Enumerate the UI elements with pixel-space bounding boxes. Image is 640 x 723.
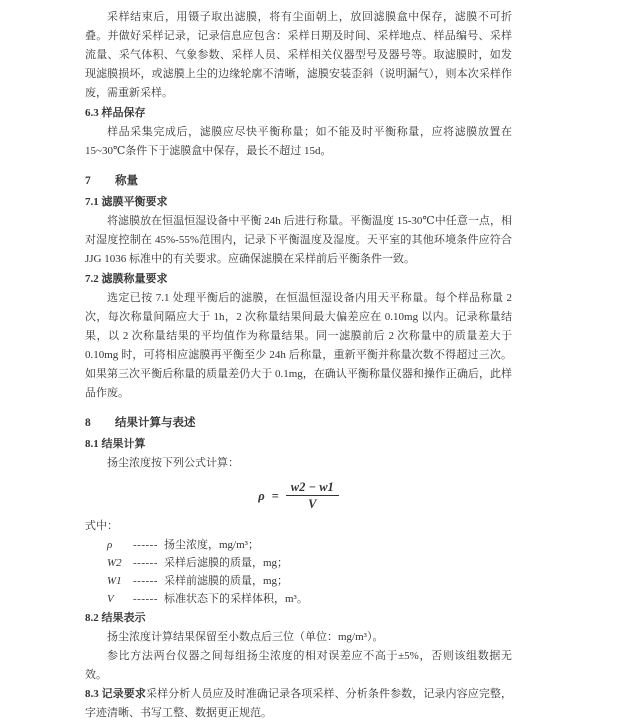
formula-fraction [286,480,339,512]
paragraph-7-2: 选定已按 7.1 处理平衡后的滤膜，在恒温恒湿设备内用天平称量。每个样品称量 2 次，每次称量间隔应大于 1h，2 次称量结果间最大偏差应在 0.10mg 以内。记录称量结果，以 2 次称量结果的平均值作为称量结果。同一滤膜前后 2 次称量中的质量差大于 0.10mg 时，可将相应滤膜再平衡至少 24h 后称量，重新平衡并称量次数不得超过三次。如果第三次平衡后称量的质量差仍大于 0.1mg，在确认平衡称量仪器和操作正确后，此样品作废。 [85,292,512,399]
heading-7-number: 7 [85,175,91,187]
definition-description: 采样后滤膜的质量，mg； [163,556,289,569]
paragraph-8-2-precision: 扬尘浓度计算结果保留至小数点后三位（单位：mg/m³）。 [107,630,384,643]
definition-symbol: V [107,592,114,605]
paragraph-8-3-record-requirements [85,685,512,723]
heading-7-2-filter-weighing: 7.2 滤膜称量要求 [85,273,168,285]
formula-lhs-rho: ρ [258,488,265,503]
definition-row-w2 [85,554,512,572]
definition-dashes: ------ [133,556,158,569]
formula-numerator: w2 − w1 [286,480,339,496]
heading-8-1-result-calc: 8.1 结果计算 [85,438,146,450]
heading-8-2-result-expression: 8.2 结果表示 [85,611,146,624]
formula-denominator: V [308,497,317,512]
heading-8-title: 结果计算与表述 [115,417,196,429]
heading-8-result-calculation [85,414,512,433]
definition-row-rho [85,536,512,554]
heading-8-number: 8 [85,417,91,429]
paragraph-8-3-text: 采样分析人员应及时准确记录各项采样、分析条件参数，记录内容应完整，字迹清晰、书写工整、数据更正规范。 [85,687,513,719]
definition-row-v [85,590,512,608]
heading-7-weighing [85,172,512,191]
definition-dashes: ------ [133,574,158,587]
paragraph-sampling-end: 采样结束后，用镊子取出滤膜，将有尘面朝上，放回滤膜盒中保存，滤膜不可折叠。并做好采样记录，记录信息应包含：采样日期及时间、采样地点、样品编号、采样流量、采气体积、气象参数、采样人员、采样相关仪器型号及器号等。取滤膜时，如发现滤膜损坏，或滤膜上尘的边缘轮廓不清晰，滤膜安装歪斜（说明漏气），则本次采样作废，需重新采样。 [85,11,512,99]
paragraph-6-3: 样品采集完成后，滤膜应尽快平衡称量；如不能及时平衡称量，应将滤膜放置在 15~30℃条件下于滤膜盒中保存，最长不超过 15d。 [85,126,512,157]
definition-dashes: ------ [133,592,158,605]
definition-description: 扬尘浓度，mg/m³； [163,538,259,551]
definition-symbol: ρ [107,538,113,551]
heading-7-1-filter-equilibrium: 7.1 滤膜平衡要求 [85,196,168,208]
paragraph-7-1: 将滤膜放在恒温恒湿设备中平衡 24h 后进行称量。平衡温度 15-30℃中任意一点，相对湿度控制在 45%-55%范围内，记录下平衡温度及湿度。天平室的其他环境条件应符合 JJG 1036 标准中的有关要求。应确保滤膜在采样前后平衡条件一致。 [85,215,512,265]
heading-8-3-record-label: 8.3 记录要求 [85,687,146,700]
definition-symbol: W2 [107,556,122,569]
definition-description: 标准状态下的采样体积，m³。 [163,592,308,605]
definition-symbol: W1 [107,574,122,587]
definition-dashes: ------ [133,538,158,551]
heading-6-3-sample-storage: 6.3 样品保存 [85,107,146,119]
dust-concentration-formula [85,480,512,512]
definition-row-w1 [85,572,512,590]
definition-description: 采样前滤膜的质量，mg； [163,574,289,587]
paragraph-8-1-intro: 扬尘浓度按下列公式计算： [107,457,239,469]
paragraph-8-2-reference-method: 参比方法两台仪器之间每组扬尘浓度的相对误差应不高于±5%，否则该组数据无效。 [85,649,512,681]
formula-equals-sign: = [271,488,279,503]
heading-7-title: 称量 [115,175,138,187]
formula-where-label: 式中： [85,519,118,532]
